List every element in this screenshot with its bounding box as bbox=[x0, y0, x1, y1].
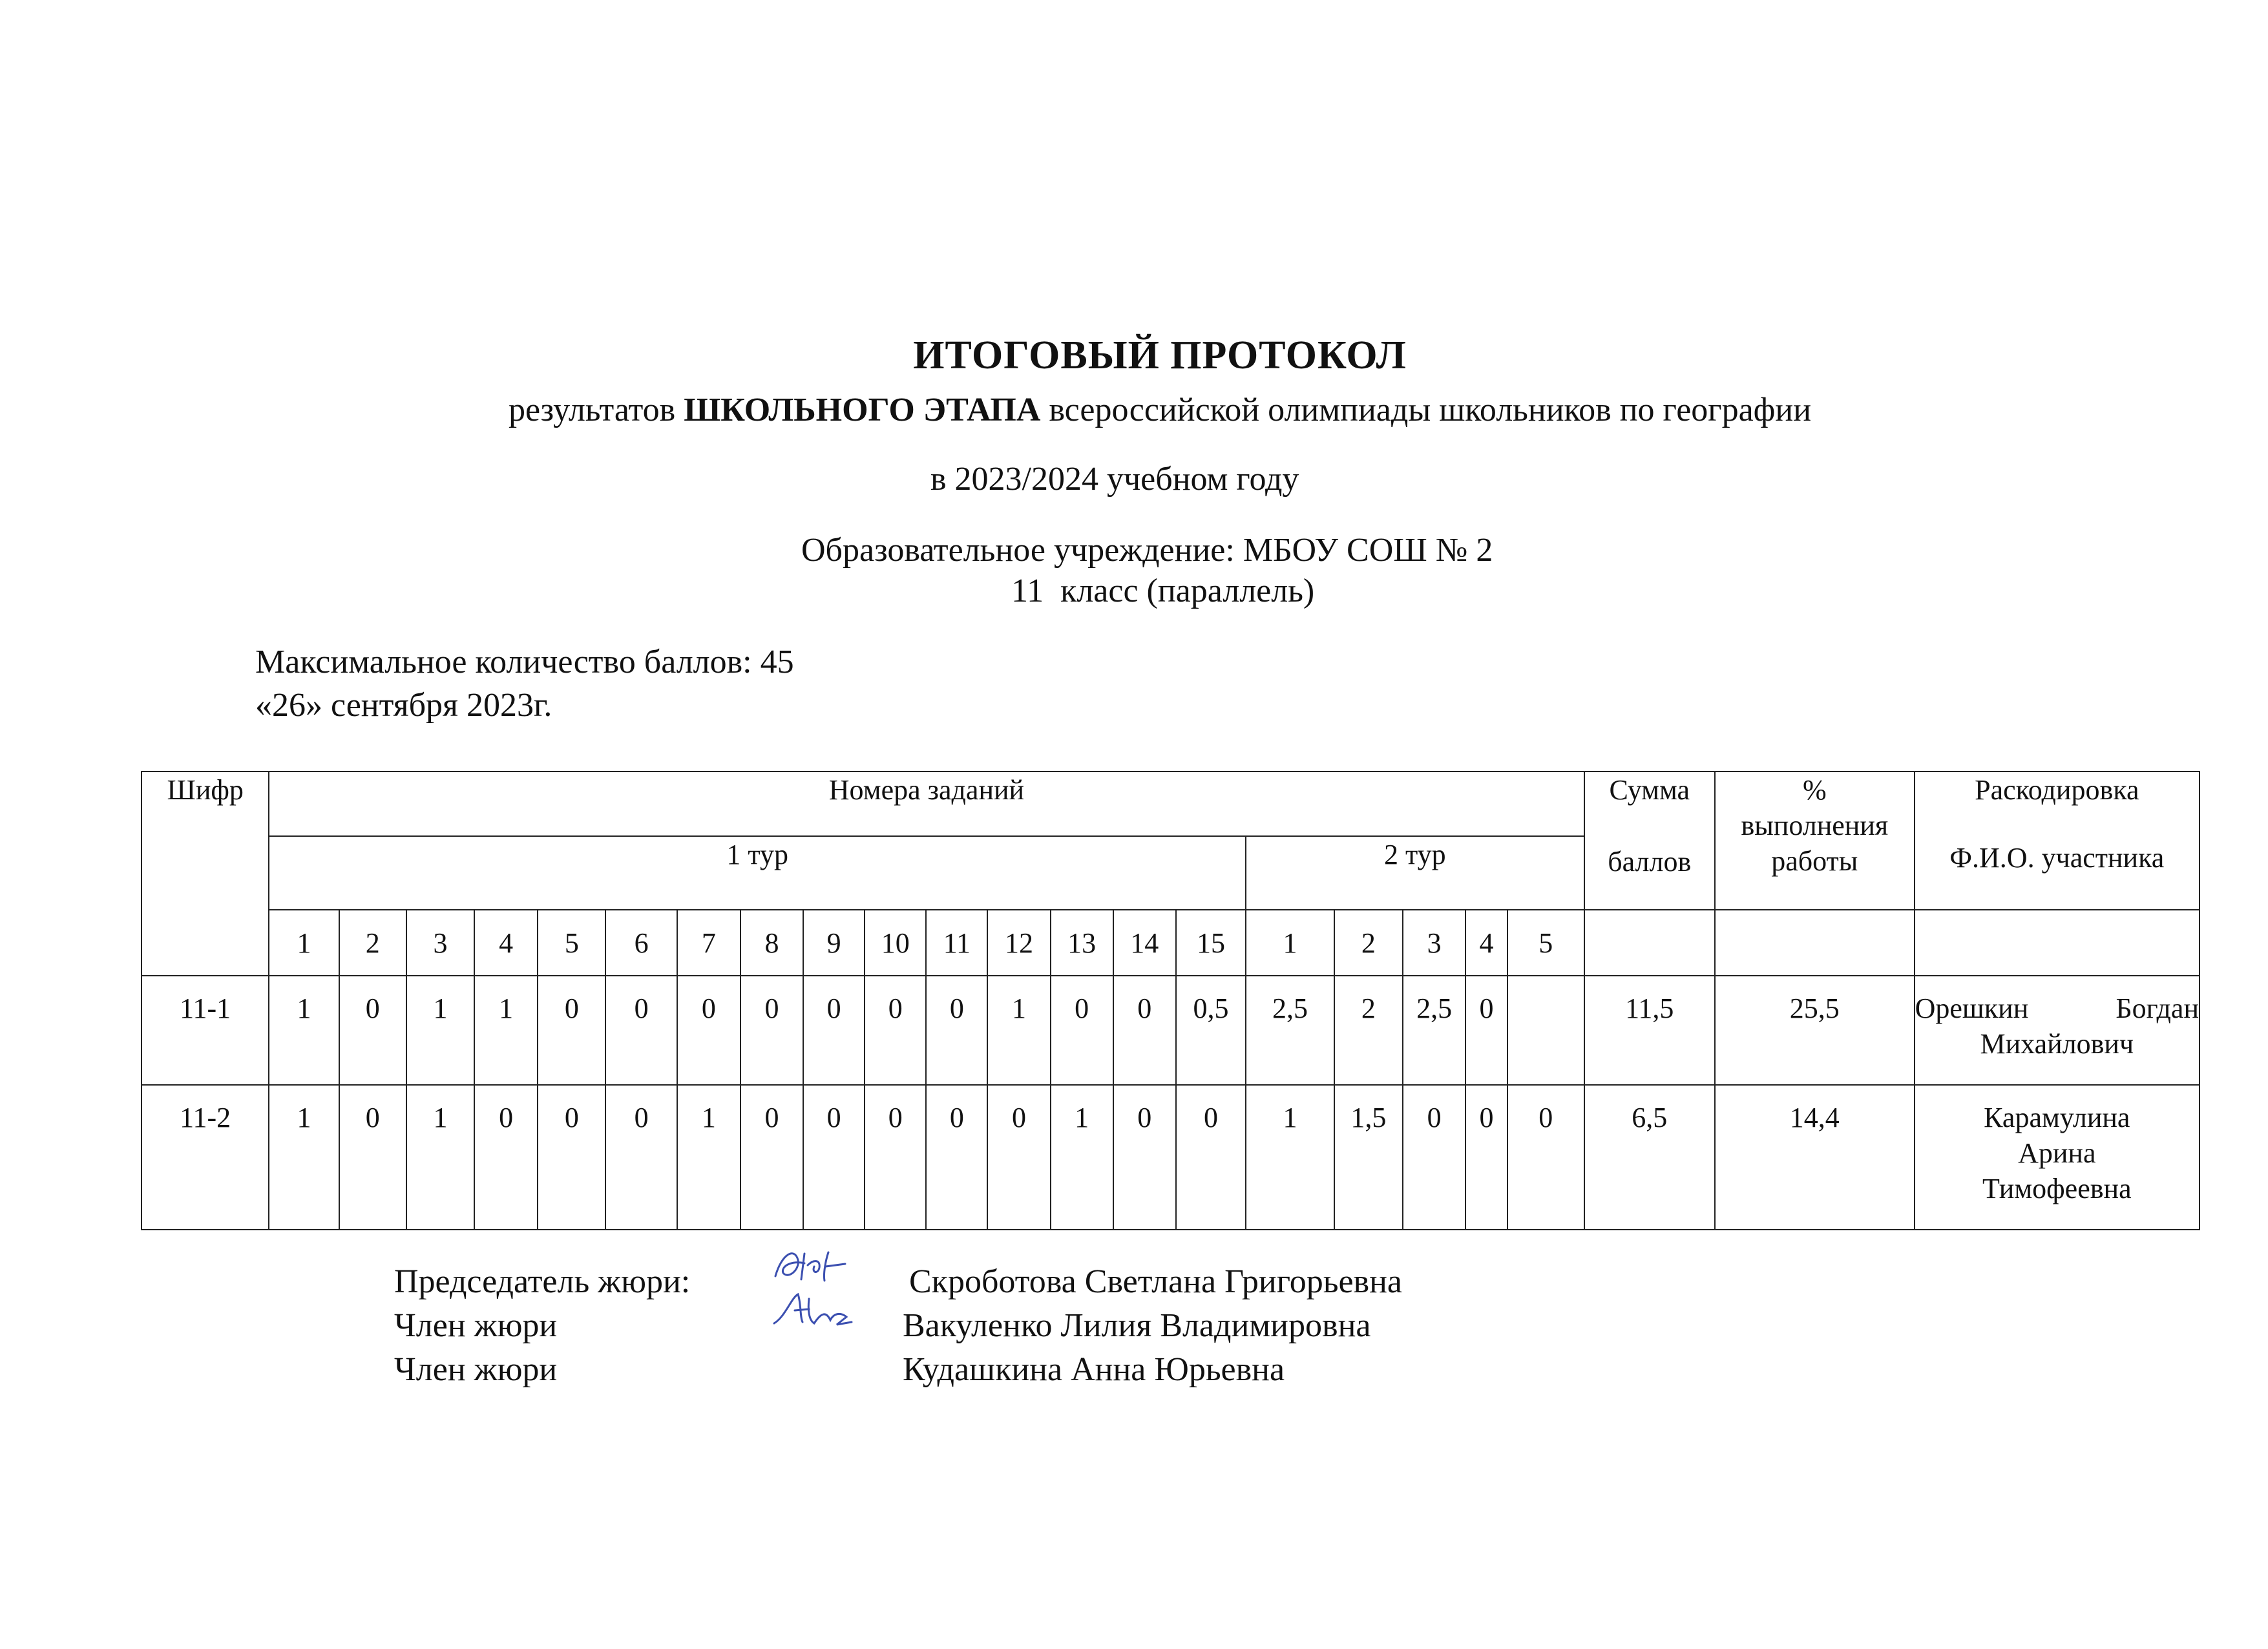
empty-cell bbox=[1915, 910, 2200, 976]
score-cell: 1 bbox=[269, 1085, 339, 1230]
participant-patronymic: Михайлович bbox=[1980, 1028, 2134, 1060]
participant-surname: Карамулина bbox=[1984, 1102, 2130, 1133]
score-cell: 0 bbox=[740, 1085, 803, 1230]
member2-role: Член жюри bbox=[394, 1351, 558, 1388]
participant-patronymic: Тимофеевна bbox=[1982, 1173, 2132, 1204]
subtitle-suffix: всероссийской олимпиады школьников по географии bbox=[1040, 392, 1812, 428]
score-cell: 1 bbox=[1051, 1085, 1113, 1230]
task-number-tour2: 5 bbox=[1507, 910, 1584, 976]
task-number: 9 bbox=[803, 910, 865, 976]
score-cell: 0 bbox=[1051, 976, 1113, 1085]
score-cell: 0 bbox=[926, 1085, 987, 1230]
subtitle-prefix: результатов bbox=[508, 392, 684, 428]
score-cell-tour2: 0 bbox=[1507, 1085, 1584, 1230]
score-cell: 0 bbox=[605, 976, 677, 1085]
member1-role: Член жюри bbox=[394, 1307, 558, 1344]
score-cell: 0 bbox=[339, 976, 406, 1085]
score-cell-tour2: 0 bbox=[1465, 1085, 1507, 1230]
sum-cell: 6,5 bbox=[1584, 1085, 1715, 1230]
score-cell-tour2: 1,5 bbox=[1334, 1085, 1403, 1230]
score-cell: 1 bbox=[269, 976, 339, 1085]
score-cell-tour2: 0 bbox=[1465, 976, 1507, 1085]
score-cell: 0 bbox=[865, 976, 926, 1085]
score-cell: 0 bbox=[339, 1085, 406, 1230]
header-percent-line2: выполнения bbox=[1741, 810, 1889, 841]
score-cell: 1 bbox=[987, 976, 1050, 1085]
participant-name bbox=[1915, 1085, 2200, 1230]
score-cell: 0 bbox=[1176, 1085, 1246, 1230]
task-number: 4 bbox=[474, 910, 538, 976]
task-number: 1 bbox=[269, 910, 339, 976]
task-number: 7 bbox=[677, 910, 740, 976]
score-cell: 0 bbox=[865, 1085, 926, 1230]
score-cell-tour2: 2,5 bbox=[1246, 976, 1334, 1085]
header-sum bbox=[1584, 772, 1715, 910]
header-sum-line2: баллов bbox=[1608, 846, 1692, 877]
task-number: 11 bbox=[926, 910, 987, 976]
header-task-numbers: Номера заданий bbox=[269, 772, 1584, 836]
school-name: Образовательное учреждение: МБОУ СОШ № 2 bbox=[801, 532, 1493, 569]
sum-cell: 11,5 bbox=[1584, 976, 1715, 1085]
member1-signature bbox=[769, 1285, 866, 1336]
results-table bbox=[141, 771, 2200, 1230]
score-cell: 0 bbox=[926, 976, 987, 1085]
score-cell-tour2: 1 bbox=[1246, 1085, 1334, 1230]
task-number: 6 bbox=[605, 910, 677, 976]
score-cell-tour2: 2,5 bbox=[1403, 976, 1465, 1085]
header-decoding-line2: Ф.И.О. участника bbox=[1949, 842, 2165, 874]
participant-surname: Орешкин bbox=[1915, 993, 2029, 1024]
chair-name: Скроботова Светлана Григорьевна bbox=[909, 1263, 1402, 1300]
score-cell: 0 bbox=[605, 1085, 677, 1230]
score-cell: 1 bbox=[677, 1085, 740, 1230]
score-cell: 0 bbox=[474, 1085, 538, 1230]
score-cell: 0 bbox=[538, 976, 605, 1085]
score-cell: 0 bbox=[677, 976, 740, 1085]
task-number: 13 bbox=[1051, 910, 1113, 976]
percent-cell: 14,4 bbox=[1715, 1085, 1915, 1230]
task-number-row bbox=[142, 910, 2200, 976]
header-tour-2: 2 тур bbox=[1246, 836, 1584, 910]
task-number: 14 bbox=[1113, 910, 1176, 976]
header-cipher: Шифр bbox=[142, 772, 269, 976]
task-number: 8 bbox=[740, 910, 803, 976]
participant-firstname: Богдан bbox=[2116, 993, 2199, 1024]
task-number: 2 bbox=[339, 910, 406, 976]
task-number: 15 bbox=[1176, 910, 1246, 976]
percent-cell: 25,5 bbox=[1715, 976, 1915, 1085]
max-score: Максимальное количество баллов: 45 bbox=[255, 644, 794, 680]
score-cell: 0 bbox=[538, 1085, 605, 1230]
participant-name bbox=[1915, 976, 2200, 1085]
table-row bbox=[142, 976, 2200, 1085]
participant-name-line1 bbox=[1915, 991, 2199, 1026]
score-cell: 0 bbox=[803, 1085, 865, 1230]
score-cell-tour2: 2 bbox=[1334, 976, 1403, 1085]
score-cell: 0 bbox=[803, 976, 865, 1085]
class-level: 11 класс (параллель) bbox=[1011, 572, 1315, 609]
task-number-tour2: 2 bbox=[1334, 910, 1403, 976]
chair-role: Председатель жюри: bbox=[394, 1263, 691, 1300]
table-row bbox=[142, 1085, 2200, 1230]
score-cell-tour2: 0 bbox=[1403, 1085, 1465, 1230]
task-number-tour2: 3 bbox=[1403, 910, 1465, 976]
cipher-cell: 11-2 bbox=[142, 1085, 269, 1230]
olympiad-date: «26» сентября 2023г. bbox=[255, 687, 552, 724]
score-cell: 1 bbox=[406, 976, 474, 1085]
score-cell: 0 bbox=[987, 1085, 1050, 1230]
header-sum-line1: Сумма bbox=[1609, 774, 1690, 806]
empty-cell bbox=[1507, 976, 1584, 1085]
task-number: 3 bbox=[406, 910, 474, 976]
score-cell: 0 bbox=[1113, 976, 1176, 1085]
task-number: 10 bbox=[865, 910, 926, 976]
task-number: 5 bbox=[538, 910, 605, 976]
score-cell: 0 bbox=[740, 976, 803, 1085]
score-cell: 1 bbox=[406, 1085, 474, 1230]
document-title: ИТОГОВЫЙ ПРОТОКОЛ bbox=[913, 333, 1407, 377]
score-cell: 0 bbox=[1113, 1085, 1176, 1230]
score-cell: 0,5 bbox=[1176, 976, 1246, 1085]
score-cell: 1 bbox=[474, 976, 538, 1085]
academic-year: в 2023/2024 учебном году bbox=[930, 461, 1299, 498]
document-subtitle bbox=[0, 391, 2268, 429]
header-decoding bbox=[1915, 772, 2200, 910]
task-number-tour2: 4 bbox=[1465, 910, 1507, 976]
cipher-cell: 11-1 bbox=[142, 976, 269, 1085]
subtitle-stage: ШКОЛЬНОГО ЭТАПА bbox=[684, 392, 1041, 428]
task-number: 12 bbox=[987, 910, 1050, 976]
empty-cell bbox=[1715, 910, 1915, 976]
member1-name: Вакуленко Лилия Владимировна bbox=[903, 1307, 1371, 1344]
header-percent-line1: % bbox=[1802, 774, 1827, 806]
task-number-tour2: 1 bbox=[1246, 910, 1334, 976]
header-decoding-line1: Раскодировка bbox=[1975, 774, 2139, 806]
header-percent-line3: работы bbox=[1771, 845, 1858, 877]
header-percent bbox=[1715, 772, 1915, 910]
participant-firstname: Арина bbox=[2018, 1137, 2096, 1169]
member2-name: Кудашкина Анна Юрьевна bbox=[903, 1351, 1285, 1388]
header-tour-1: 1 тур bbox=[269, 836, 1246, 910]
empty-cell bbox=[1584, 910, 1715, 976]
